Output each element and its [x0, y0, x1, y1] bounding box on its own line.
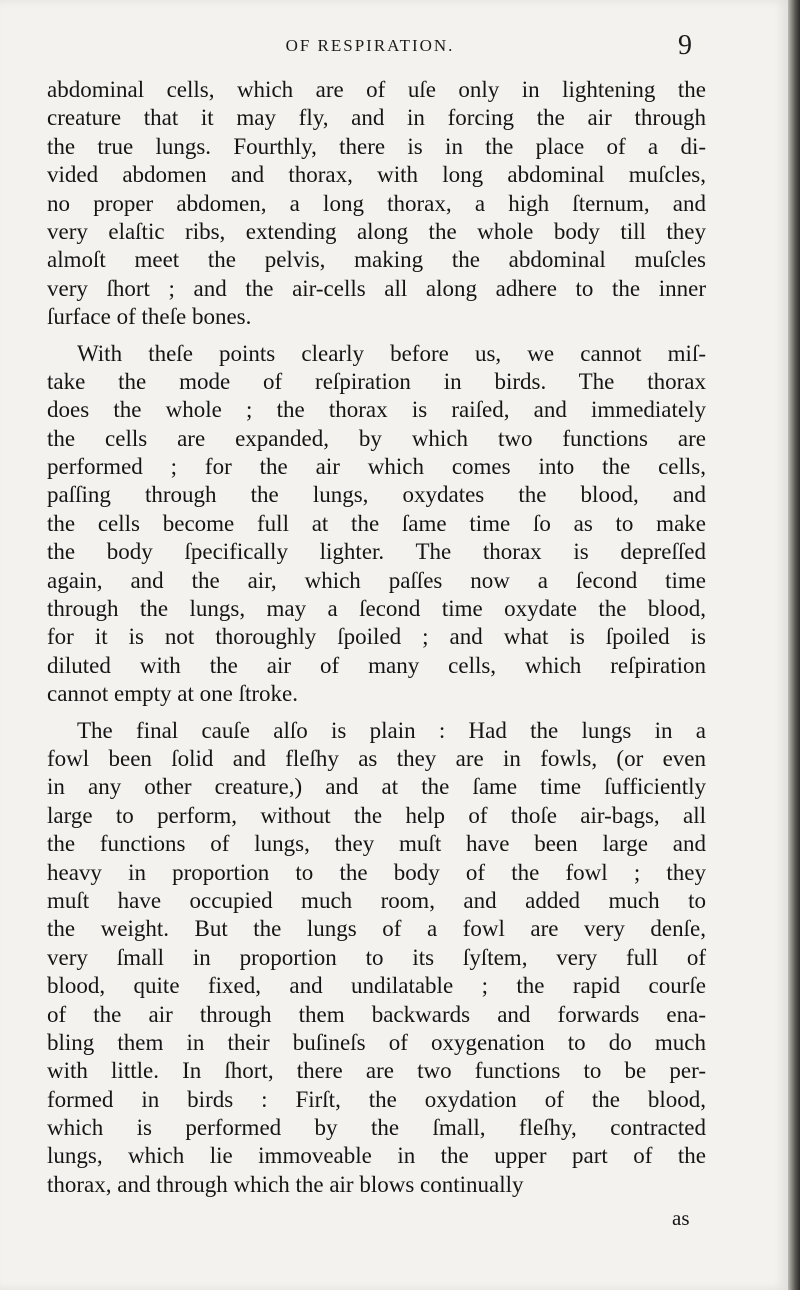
body-text	[47, 76, 706, 1199]
text-line: very elaſtic ribs, extending along the whole body till they	[47, 218, 706, 244]
text-line: very ſhort ; and the air-cells all along adhere to the inner	[47, 275, 706, 301]
text-line: through the lungs, may a ſecond time oxydate the blood,	[47, 596, 706, 622]
text-line: the body ſpecifically lighter. The thorax is depreſſed	[47, 539, 706, 565]
text-line: vided abdomen and thorax, with long abdominal muſcles,	[47, 162, 706, 188]
paragraph	[47, 76, 706, 332]
text-line: diluted with the air of many cells, which reſpiration	[47, 652, 706, 678]
text-line: bling them in their buſineſs of oxygenation to do much	[47, 1029, 706, 1055]
text-line: With theſe points clearly before us, we cannot miſ-	[77, 340, 706, 366]
running-head: OF RESPIRATION.	[285, 36, 455, 55]
page-header	[40, 30, 700, 61]
text-line: for it is not thoroughly ſpoiled ; and what is ſpoiled is	[47, 624, 706, 650]
text-line: performed ; for the air which comes into the cells,	[47, 454, 706, 480]
text-line: heavy in proportion to the body of the fowl ; they	[47, 859, 706, 885]
text-line: no proper abdomen, a long thorax, a high ſternum, and	[47, 190, 706, 216]
text-line: large to perform, without the help of thoſe air-bags, all	[47, 802, 706, 828]
text-line: which is performed by the ſmall, fleſhy, contracted	[47, 1115, 706, 1141]
text-line: the cells are expanded, by which two functions are	[47, 425, 706, 451]
text-line: very ſmall in proportion to its ſyſtem, very full of	[47, 944, 706, 970]
text-line: paſſing through the lungs, oxydates the blood, and	[47, 482, 706, 508]
text-line: muſt have occupied much room, and added much to	[47, 887, 706, 913]
page-edge-shadow	[788, 0, 800, 1290]
text-line: does the whole ; the thorax is raiſed, and immediately	[47, 397, 706, 423]
text-line: of the air through them backwards and forwards ena-	[47, 1001, 706, 1027]
page-number: 9	[678, 30, 692, 61]
text-line: fowl been ſolid and fleſhy as they are in fowls, (or even	[47, 745, 706, 771]
text-line: with little. In ſhort, there are two functions to be per-	[47, 1058, 706, 1084]
paragraph-gap	[47, 709, 706, 717]
text-line: blood, quite fixed, and undilatable ; the rapid courſe	[47, 973, 706, 999]
paragraph	[47, 717, 706, 1200]
text-line: again, and the air, which paſſes now a ſecond time	[47, 567, 706, 593]
text-line: the cells become full at the ſame time ſo as to make	[47, 510, 706, 536]
text-line: in any other creature,) and at the ſame time ſufficiently	[47, 774, 706, 800]
text-line: the weight. But the lungs of a fowl are very denſe,	[47, 916, 706, 942]
text-line: the true lungs. Fourthly, there is in the place of a di-	[47, 133, 706, 159]
text-line: almoſt meet the pelvis, making the abdominal muſcles	[47, 247, 706, 273]
text-line: abdominal cells, which are of uſe only in lightening the	[47, 77, 706, 102]
catchword: as	[672, 1206, 690, 1230]
text-line: lungs, which lie immoveable in the upper part of the	[47, 1143, 706, 1169]
paragraph	[47, 340, 706, 709]
text-line: thorax, and through which the air blows continually	[47, 1171, 524, 1197]
text-line: take the mode of reſpiration in birds. The thorax	[47, 368, 706, 394]
paragraph-gap	[47, 332, 706, 340]
text-line: ſurface of theſe bones.	[47, 304, 252, 330]
text-line: formed in birds : Firſt, the oxydation of the blood,	[47, 1086, 706, 1112]
text-line: The final cauſe alſo is plain : Had the lungs in a	[77, 717, 706, 743]
text-line: creature that it may fly, and in forcing the air through	[47, 105, 706, 131]
text-line: cannot empty at one ſtroke.	[47, 681, 299, 707]
text-line: the functions of lungs, they muſt have been large and	[47, 831, 706, 857]
